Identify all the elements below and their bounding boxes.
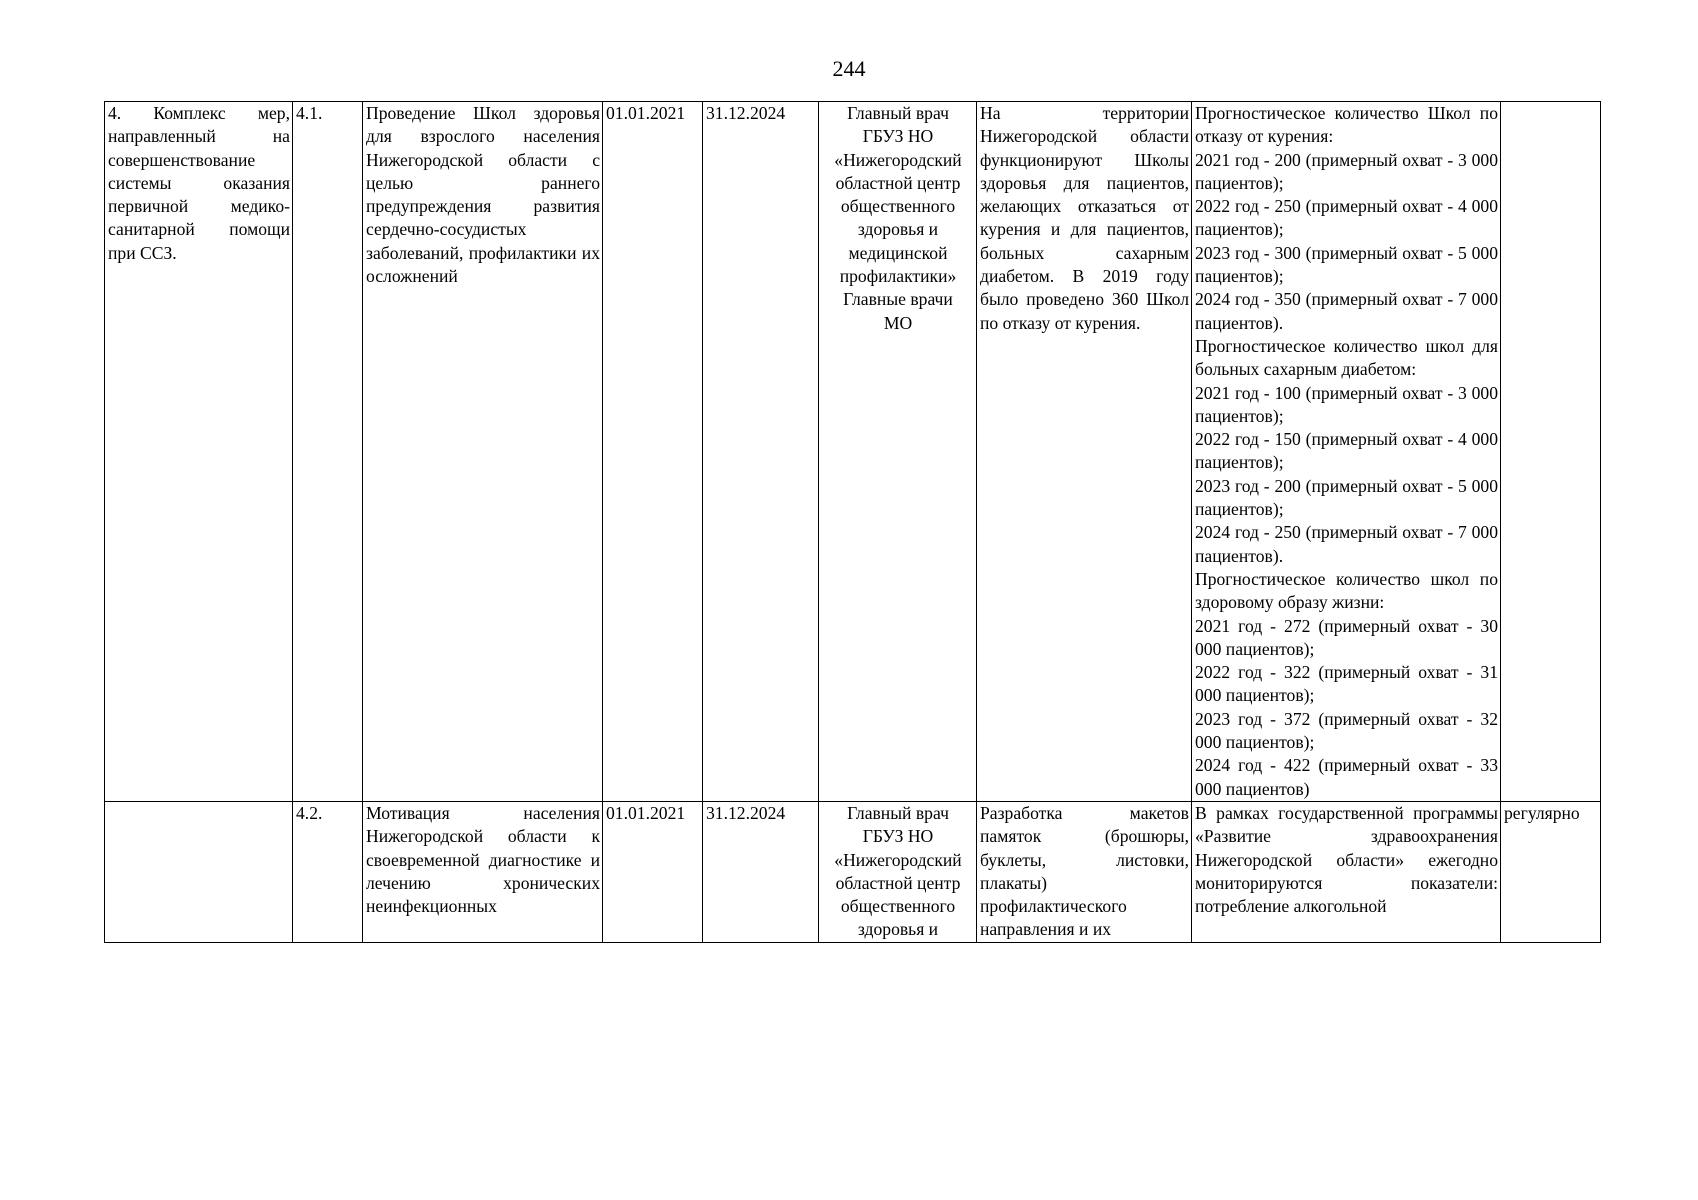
end-date-cell: 31.12.2024 bbox=[703, 801, 819, 942]
responsible-line: «Нижегородский bbox=[834, 849, 962, 870]
responsible-line: общественного bbox=[840, 896, 956, 917]
result-line: 2023 год - 372 (примерный охват - 32 000 пациентов); bbox=[1195, 708, 1498, 753]
regularity-cell: регулярно bbox=[1501, 801, 1601, 942]
responsible-line: медицинской bbox=[848, 242, 948, 263]
event-cell: Проведение Школ здоровья для взрослого населения Нижегородской области с целью раннего предупреждения развития сердечно-сосудистых заболеваний, профилактики их осложнений bbox=[363, 102, 603, 802]
responsible-line: Главный врач bbox=[847, 103, 949, 123]
result-line: 2021 год - 200 (примерный охват - 3 000 пациентов); bbox=[1195, 149, 1498, 193]
responsible-cell bbox=[819, 801, 977, 942]
start-date-cell: 01.01.2021 bbox=[603, 801, 703, 942]
number-cell: 4.2. bbox=[293, 801, 363, 942]
result-line: 2024 год - 250 (примерный охват - 7 000 пациентов). bbox=[1195, 522, 1498, 566]
responsible-line: общественного bbox=[840, 196, 956, 217]
responsible-line: МО bbox=[883, 312, 913, 333]
event-cell: Мотивация населения Нижегородской области к своевременной диагностике и лечению хронических неинфекционных bbox=[363, 801, 603, 942]
result-line: 2023 год - 300 (примерный охват - 5 000 пациентов); bbox=[1195, 242, 1498, 287]
responsible-line: «Нижегородский bbox=[834, 149, 962, 170]
result-line: 2024 год - 350 (примерный охват - 7 000 пациентов). bbox=[1195, 289, 1498, 333]
result-line: 2021 год - 100 (примерный охват - 3 000 пациентов); bbox=[1195, 382, 1498, 426]
plan-table bbox=[104, 101, 1601, 943]
responsible-line: областной центр bbox=[835, 872, 961, 893]
regularity-cell bbox=[1501, 102, 1601, 802]
responsible-line: ГБУЗ НО bbox=[862, 126, 934, 147]
responsible-line: Главный врач bbox=[847, 802, 949, 823]
result-cell bbox=[1192, 102, 1501, 802]
responsible-line: здоровья и bbox=[857, 919, 939, 940]
result-line: 2021 год - 272 (примерный охват - 30 000 пациентов); bbox=[1195, 615, 1498, 659]
result-line: Прогностическое количество школ по здоровому образу жизни: bbox=[1195, 568, 1498, 613]
result-line: Прогностическое количество Школ по отказу от курения: bbox=[1195, 103, 1498, 147]
responsible-line: областной центр bbox=[835, 172, 961, 193]
table-row bbox=[105, 102, 1601, 802]
characteristic-cell: Разработка макетов памяток (брошюры, буклеты, листовки, плакаты) профилактического направления и их bbox=[977, 801, 1192, 942]
result-line: 2024 год - 422 (примерный охват - 33 000 пациентов) bbox=[1195, 755, 1498, 799]
responsible-line: профилактики» bbox=[839, 266, 957, 287]
result-cell bbox=[1192, 801, 1501, 942]
task-cell bbox=[105, 801, 293, 942]
result-line: 2022 год - 322 (примерный охват - 31 000 пациентов); bbox=[1195, 662, 1498, 706]
result-line: В рамках государственной программы «Развитие здравоохранения Нижегородской области» ежегодно мониторируются показатели: потребление алкогольной bbox=[1195, 802, 1498, 917]
responsible-line: Главные врачи bbox=[843, 289, 953, 310]
start-date-cell: 01.01.2021 bbox=[603, 102, 703, 802]
result-line: 2022 год - 250 (примерный охват - 4 000 пациентов); bbox=[1195, 196, 1498, 240]
result-line: 2023 год - 200 (примерный охват - 5 000 пациентов); bbox=[1195, 475, 1498, 520]
number-cell: 4.1. bbox=[293, 102, 363, 802]
responsible-line: ГБУЗ НО bbox=[862, 826, 934, 847]
task-cell: 4. Комплекс мер, направленный на совершенствование системы оказания первичной медико-санитарной помощи при ССЗ. bbox=[105, 102, 293, 802]
result-line: Прогностическое количество школ для больных сахарным диабетом: bbox=[1195, 335, 1498, 380]
characteristic-cell: На территории Нижегородской области функционируют Школы здоровья для пациентов, желающих отказаться от курения и для пациентов, больных сахарным диабетом. В 2019 году было проведено 360 Школ по отказу от курения. bbox=[977, 102, 1192, 802]
responsible-line: здоровья и bbox=[857, 219, 939, 240]
responsible-cell bbox=[819, 102, 977, 802]
table-row bbox=[105, 801, 1601, 942]
page-number: 244 bbox=[832, 56, 866, 81]
result-line: 2022 год - 150 (примерный охват - 4 000 пациентов); bbox=[1195, 429, 1498, 473]
end-date-cell: 31.12.2024 bbox=[703, 102, 819, 802]
